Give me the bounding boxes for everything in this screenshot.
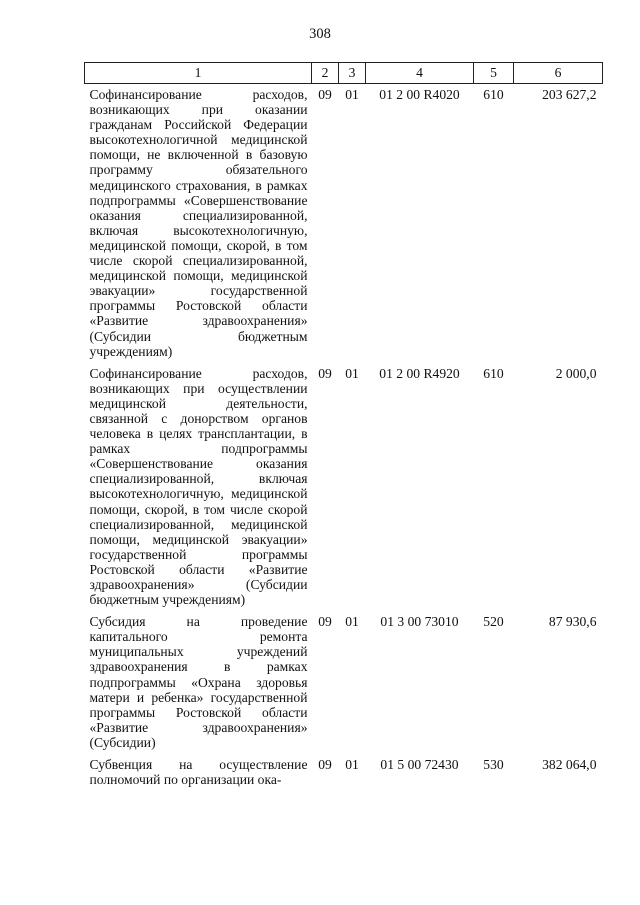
row-subsection: 01 <box>345 87 359 102</box>
row-expense-type: 520 <box>483 614 504 630</box>
row-target-code: 01 2 00 R4920 <box>379 365 460 381</box>
row-name: Субвенция на осуществление полномочий по организации ока- <box>89 757 308 788</box>
table-row <box>85 84 603 363</box>
row-section: 09 <box>318 757 332 773</box>
row-amount: 2 000,0 <box>555 365 597 381</box>
header-col-1: 1 <box>85 63 312 84</box>
row-expense-type: 530 <box>483 757 504 773</box>
row-target-code: 01 5 00 72430 <box>380 757 459 773</box>
row-amount: 382 064,0 <box>542 757 597 773</box>
page-number: 308 <box>309 26 331 42</box>
header-row <box>85 63 603 84</box>
row-amount: 203 627,2 <box>542 87 597 102</box>
row-amount: 87 930,6 <box>548 614 597 630</box>
row-target-code: 01 2 00 R4020 <box>379 87 460 102</box>
header-col-4: 4 <box>366 63 474 84</box>
row-name: Субсидия на проведение капитального ремонта муниципальных учреждений здравоохранения в рамках подпрограммы «Охрана здоровья матери и ребенка» государственной программы Ростовской области «Развитие здравоохранения» (Субсидии) <box>89 614 308 750</box>
table-row <box>85 363 603 612</box>
row-section: 09 <box>318 614 332 630</box>
row-subsection: 01 <box>345 757 359 773</box>
row-name: Софинансирование расходов, возникающих при осуществлении медицинской деятельности, связанной с донорством органов человека в целях трансплантации, в рамках подпрограммы «Совершенствование оказания специализированной, включая высокотехнологичную, медицинской помощи, скорой, в том числе скорой специализированной, медицинской помощи, медицинской эвакуации» государственной программы Ростовской области «Развитие здравоохранения» (Субсидии бюджетным учреждениям) <box>89 365 308 608</box>
row-name: Софинансирование расходов, возникающих при оказании гражданам Российской Федерации высокотехнологичной медицинской помощи, не включенной в базовую программу обязательного медицинского страхования, в рамках подпрограммы «Совершенствование оказания специализированной, включая высокотехнологичную, медицинской помощи, скорой, в том числе скорой специализированной, медицинской помощи, медицинской эвакуации» государственной программы Ростовской области «Развитие здравоохранения» (Субсидии бюджетным учреждениям) <box>89 87 308 359</box>
table-header <box>85 63 603 84</box>
row-section: 09 <box>318 365 332 381</box>
row-section: 09 <box>318 87 332 102</box>
table-body <box>85 84 603 792</box>
header-col-3: 3 <box>339 63 366 84</box>
table-row <box>85 611 603 754</box>
header-col-2: 2 <box>312 63 339 84</box>
table-row <box>85 754 603 791</box>
header-col-6: 6 <box>514 63 603 84</box>
row-target-code: 01 3 00 73010 <box>380 614 459 630</box>
row-expense-type: 610 <box>483 87 504 102</box>
row-expense-type: 610 <box>483 365 504 381</box>
budget-table <box>84 62 603 791</box>
row-subsection: 01 <box>345 365 359 381</box>
header-col-5: 5 <box>474 63 514 84</box>
row-subsection: 01 <box>345 614 359 630</box>
